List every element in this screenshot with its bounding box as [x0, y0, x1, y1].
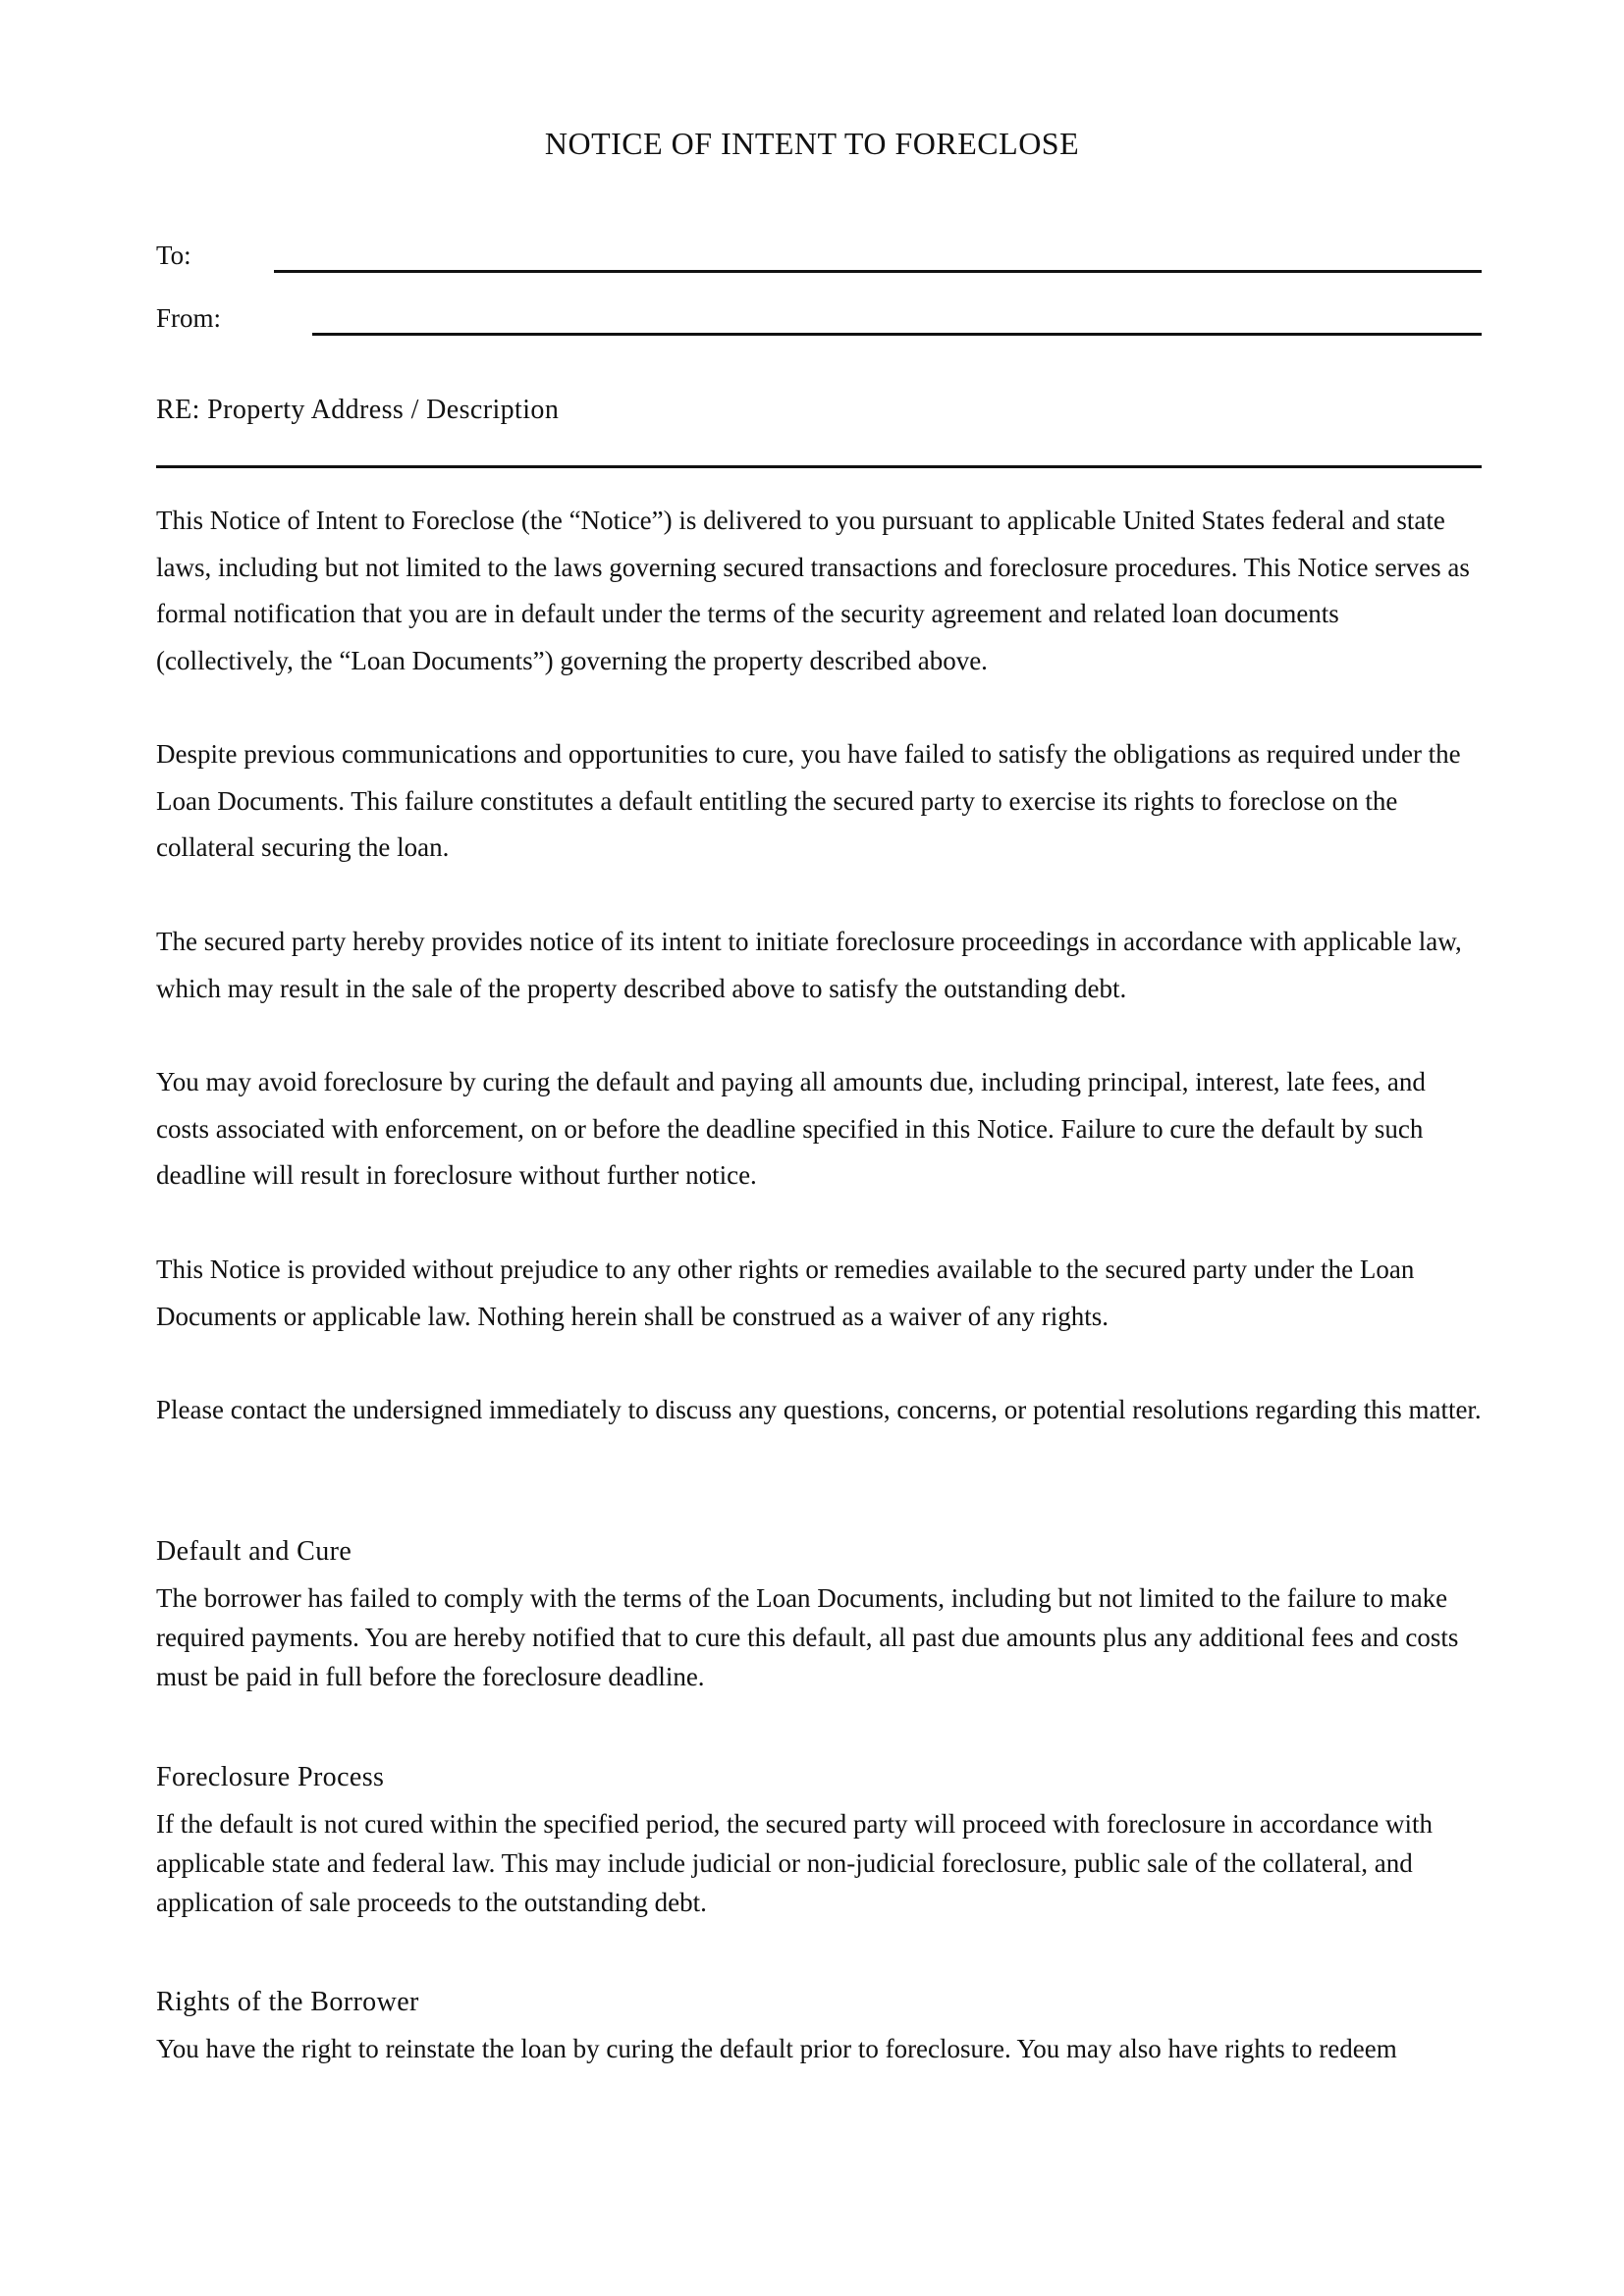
paragraph-notice-delivery: This Notice of Intent to Foreclose (the “Notice”) is delivered to you pursuant to applicable United States federal and state laws, including but not limited to the laws governing secured transactions and foreclosure procedures. This Notice serves as formal notification that you are in default under the terms of the security agreement and related loan documents (collectively, the “Loan Documents”) governing the property described above.: [156, 506, 1470, 675]
paragraph-contact: Please contact the undersigned immediately to discuss any questions, concerns, or potential resolutions regarding this matter.: [156, 1395, 1482, 1424]
paragraph-avoid-foreclosure: You may avoid foreclosure by curing the default and paying all amounts due, including principal, interest, late fees, and costs associated with enforcement, on or before the deadline specified in this Notice. Failure to cure the default by such deadline will result in foreclosure without further notice.: [156, 1067, 1426, 1191]
from-line[interactable]: [312, 333, 1482, 336]
heading-foreclosure-process: Foreclosure Process: [156, 1762, 385, 1792]
section-foreclosure-process-body: If the default is not cured within the specified period, the secured party will proceed with foreclosure in accordance with applicable state and federal law. This may include judicial or non-judicial foreclosure, public sale of the collateral, and application of sale proceeds to the outstanding debt.: [156, 1809, 1434, 1917]
section-default-and-cure-body: The borrower has failed to comply with the terms of the Loan Documents, including but not limited to the failure to make required payments. You are hereby notified that to cure this default, all past due amounts plus any additional fees and costs must be paid in full before the foreclosure deadline.: [156, 1583, 1459, 1691]
property-address-line[interactable]: [156, 465, 1482, 468]
document-title: NOTICE OF INTENT TO FORECLOSE: [544, 126, 1080, 161]
to-line[interactable]: [274, 270, 1482, 273]
heading-default-and-cure: Default and Cure: [156, 1536, 352, 1567]
paragraph-intent-to-initiate: The secured party hereby provides notice of its intent to initiate foreclosure proceedings in accordance with applicable law, which may result in the sale of the property described above to satisfy the outstanding debt.: [156, 927, 1462, 1003]
paragraph-without-prejudice: This Notice is provided without prejudice to any other rights or remedies available to the secured party under the Loan Documents or applicable law. Nothing herein shall be construed as a waiver of any rights.: [156, 1255, 1415, 1331]
paragraph-failure-to-cure: Despite previous communications and opportunities to cure, you have failed to satisfy the obligations as required under the Loan Documents. This failure constitutes a default entitling the secured party to exercise its rights to foreclose on the collateral securing the loan.: [156, 739, 1461, 863]
from-label: From:: [156, 303, 222, 333]
to-label: To:: [156, 240, 191, 270]
heading-rights-of-borrower: Rights of the Borrower: [156, 1987, 419, 2017]
section-rights-of-borrower-body: You have the right to reinstate the loan by curing the default prior to foreclosure. You may also have rights to redeem: [156, 2034, 1397, 2063]
re-property-label: RE: Property Address / Description: [156, 395, 560, 425]
